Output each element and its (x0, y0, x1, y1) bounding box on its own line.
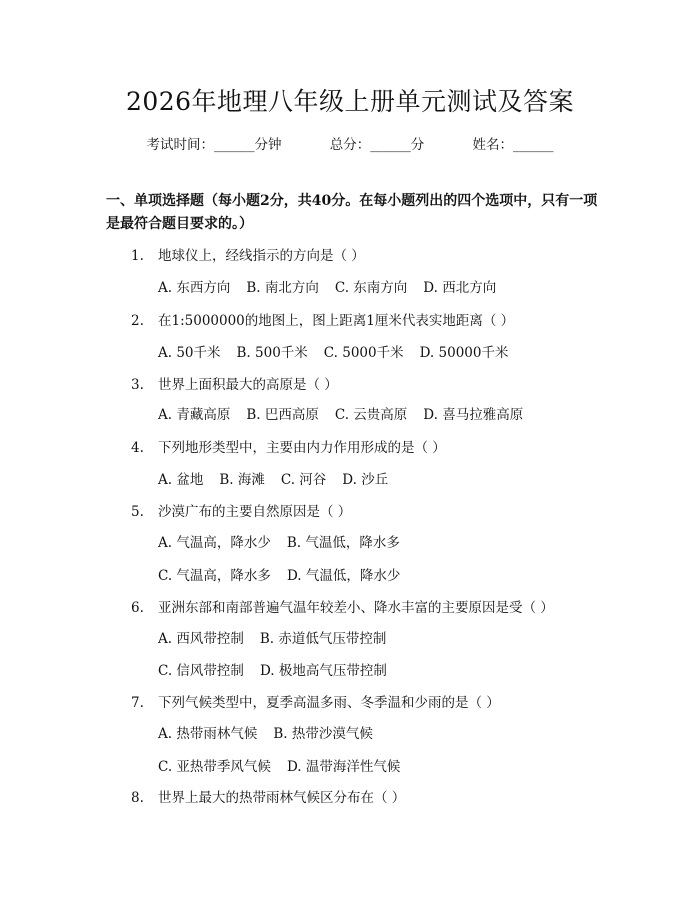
options-row (158, 531, 416, 551)
option: C. 气温高，降水多 (158, 568, 271, 584)
page-title: 2026年地理八年级上册单元测试及答案 (125, 87, 575, 116)
option: C. 信风带控制 (158, 663, 244, 679)
option: D. 西北方向 (423, 280, 497, 296)
question (131, 436, 446, 456)
question-text: 世界上面积最大的高原是（ ） (158, 377, 338, 393)
option: D. 喜马拉雅高原 (423, 407, 524, 423)
exam-time: 考试时间：______分钟 (146, 137, 282, 153)
question-text: 在1:5000000的地图上，图上距离1厘米代表实地距离（ ） (158, 313, 515, 329)
section-heading (106, 190, 606, 236)
options-row (158, 564, 416, 584)
option: A. 东西方向 (158, 280, 231, 296)
question-number: 7. (131, 695, 144, 711)
options-row (158, 403, 539, 423)
question-text: 下列地形类型中，主要由内力作用形成的是（ ） (158, 440, 446, 456)
question (131, 500, 351, 520)
question (131, 244, 365, 264)
option: C. 东南方向 (334, 280, 408, 296)
question (131, 691, 500, 711)
options-row (158, 627, 402, 647)
option: D. 沙丘 (342, 472, 389, 488)
options-row (158, 468, 404, 488)
option: D. 极地高气压带控制 (259, 663, 387, 679)
section-heading-line: 一、单项选择题（每小题2分，共40分。在每小题列出的四个选项中，只有一项 (106, 193, 598, 209)
student-name: 姓名：______ (472, 137, 554, 153)
option: D. 气温低，降水少 (286, 568, 401, 584)
question (131, 786, 405, 806)
option: A. 热带雨林气候 (158, 726, 258, 742)
option: B. 热带沙漠气候 (273, 726, 373, 742)
exam-meta (0, 133, 700, 153)
question-number: 1. (131, 248, 144, 264)
question-number: 4. (131, 440, 144, 456)
question-text: 地球仪上，经线指示的方向是（ ） (158, 248, 365, 264)
question (131, 373, 338, 393)
options-row (158, 722, 389, 742)
exam-score: 总分：______分 (329, 137, 425, 153)
question-number: 2. (131, 313, 144, 329)
section-heading-line: 是最符合题目要求的。） (106, 216, 253, 232)
option: C. 5000千米 (323, 345, 404, 361)
question (131, 596, 554, 616)
option: B. 海滩 (219, 472, 265, 488)
option: D. 温带海洋性气候 (286, 759, 401, 775)
question (131, 309, 514, 329)
question-text: 下列气候类型中，夏季高温多雨、冬季温和少雨的是（ ） (158, 695, 500, 711)
option: C. 云贵高原 (334, 407, 408, 423)
options-row (158, 755, 416, 775)
question-number: 8. (131, 790, 144, 806)
options-row (158, 341, 524, 361)
question-number: 6. (131, 600, 144, 616)
option: C. 河谷 (280, 472, 327, 488)
option: A. 西风带控制 (158, 631, 244, 647)
question-text: 亚洲东部和南部普遍气温年较差小、降水丰富的主要原因是受（ ） (158, 600, 554, 616)
options-row (158, 276, 512, 296)
option: D. 50000千米 (419, 345, 509, 361)
options-row (158, 659, 403, 679)
option: B. 气温低，降水多 (286, 535, 400, 551)
option: B. 巴西高原 (246, 407, 319, 423)
option: B. 南北方向 (246, 280, 319, 296)
option: A. 50千米 (158, 345, 221, 361)
option: B. 500千米 (236, 345, 308, 361)
option: C. 亚热带季风气候 (158, 759, 271, 775)
option: A. 青藏高原 (158, 407, 231, 423)
question-number: 3. (131, 377, 144, 393)
option: A. 气温高，降水少 (158, 535, 271, 551)
option: B. 赤道低气压带控制 (259, 631, 387, 647)
question-number: 5. (131, 504, 144, 520)
option: A. 盆地 (158, 472, 204, 488)
question-text: 世界上最大的热带雨林气候区分布在（ ） (158, 790, 406, 806)
question-text: 沙漠广布的主要自然原因是（ ） (158, 504, 352, 520)
